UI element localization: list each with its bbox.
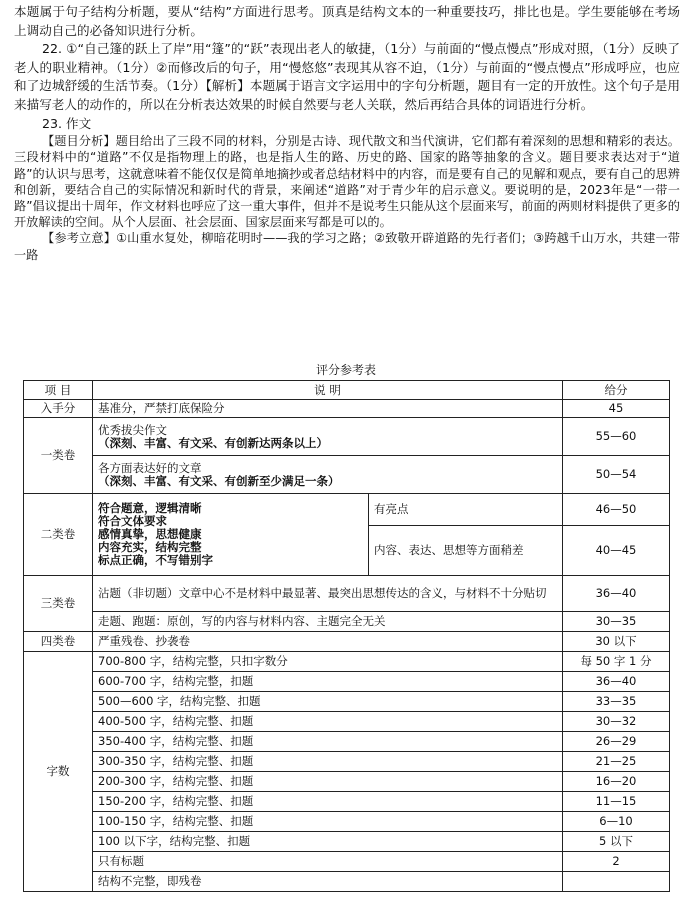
table-row [24, 494, 670, 526]
criteria-line: 感情真挚，思想健康 [98, 527, 202, 541]
row-description: 400-500 字，结构完整、扣题 [93, 712, 563, 732]
row-description: 100 以下字，结构完整、扣题 [93, 832, 563, 852]
table-row [24, 792, 670, 812]
row-score: 55—60 [563, 418, 670, 456]
row-score: 46—50 [563, 494, 670, 526]
heading-q23: 23. 作文 [42, 115, 92, 131]
row-score: 30—32 [563, 712, 670, 732]
paragraph-q21-tail: 本题属于句子结构分析题，要从“结构”方面进行思考。顶真是结构文本的一种重要技巧，排比也是。学生要能够在考场上调动自己的必备知识进行分析。 [14, 4, 680, 38]
row-description: 结构不完整，即残卷 [93, 872, 563, 892]
paragraph-q22-answer: 22. ①“自己篷的跃上了岸”用“篷”的“跃”表现出老人的敏捷，（1分）与前面的“慢点慢点”形成对照，（1分）反映了老人的职业精神。（1分）②而修改后的句子，用“慢悠悠”表现其从容不迫，（1分）与前面的“慢点慢点”形成呼应，也应和了边城舒缓的生活节奏。（1分）【解析】本题属于语言文字运用中的字句分析题，题目有一定的开放性。这个句子是用来描写老人的动作的，所以在分析表达效果的时候自然要与老人关联，然后再结合具体的词语进行分析。 [14, 41, 680, 112]
criteria-line: 符合文体要求 [98, 514, 167, 528]
criteria-line: 内容充实，结构完整 [98, 540, 202, 554]
row-criteria [93, 494, 369, 576]
row-description [93, 456, 563, 494]
row-score: 2 [563, 852, 670, 872]
row-score: 45 [563, 400, 670, 418]
row-description: 200-300 字，结构完整、扣题 [93, 772, 563, 792]
table-row [24, 852, 670, 872]
row-description: 300-350 字，结构完整、扣题 [93, 752, 563, 772]
row-description-line: （深刻、丰富、有文采、有创新至少满足一条） [98, 473, 340, 488]
row-item: 一类卷 [24, 418, 93, 494]
row-description: 沾题（非切题）文章中心不是材料中最显著、最突出思想传达的含义，与材料不十分贴切 [93, 576, 563, 612]
row-item: 入手分 [24, 400, 93, 418]
table-row [24, 772, 670, 792]
row-description: 600-700 字，结构完整，扣题 [93, 672, 563, 692]
header-description: 说 明 [93, 381, 563, 400]
table-row [24, 576, 670, 612]
row-score [563, 872, 670, 892]
row-description: 只有标题 [93, 852, 563, 872]
table-row [24, 632, 670, 652]
row-score: 36—40 [563, 576, 670, 612]
table-row [24, 692, 670, 712]
table-row [24, 872, 670, 892]
row-description: 走题、跑题：原创，写的内容与材料内容、主题完全无关 [93, 612, 563, 632]
criteria-line: 标点正确，不写错别字 [98, 553, 213, 567]
row-description: 基准分，严禁打底保险分 [93, 400, 563, 418]
row-description [93, 418, 563, 456]
row-score: 36—40 [563, 672, 670, 692]
row-score: 30—35 [563, 612, 670, 632]
table-row [24, 712, 670, 732]
row-subcriteria: 有亮点 [369, 494, 563, 526]
row-item: 字数 [24, 652, 93, 892]
row-description-line: 优秀拔尖作文 [98, 422, 167, 437]
table-row [24, 752, 670, 772]
scoring-table [23, 380, 670, 892]
table-row [24, 832, 670, 852]
table-row [24, 732, 670, 752]
row-description-line: （深刻、丰富、有文采、有创新达两条以上） [98, 435, 328, 450]
row-score: 每 50 字 1 分 [563, 652, 670, 672]
paragraph-q23-reference: 【参考立意】①山重水复处，柳暗花明时——我的学习之路；②致敬开辟道路的先行者们；③跨越千山万水，共建一带一路 [14, 231, 680, 262]
row-score: 5 以下 [563, 832, 670, 852]
table-row [24, 672, 670, 692]
row-score: 16—20 [563, 772, 670, 792]
row-score: 26—29 [563, 732, 670, 752]
table-row [24, 652, 670, 672]
row-description: 150-200 字，结构完整、扣题 [93, 792, 563, 812]
row-description: 严重残卷、抄袭卷 [93, 632, 563, 652]
row-score: 11—15 [563, 792, 670, 812]
paragraph-q23-analysis: 【题目分析】题目给出了三段不同的材料，分别是古诗、现代散文和当代演讲，它们都有着深刻的思想和精彩的表达。三段材料中的“道路”不仅是指物理上的路，也是指人生的路、历史的路、国家的路等抽象的含义。题目要求表达对于“道路”的认识与思考，这就意味着不能仅仅是简单地摘抄或者总结材料中的内容，而是要有自己的见解和观点，要有自己的思辨和创新，要结合自己的实际情况和新时代的背景，来阐述“道路”对于青少年的启示意义。要说明的是，2023年是“一带一路”倡议提出十周年，作文材料也呼应了这一重大事件，但并不是说考生只能从这个层面来写，前面的两则材料提供了更多的开放解读的空间。从个人层面、社会层面、国家层面来写都是可以的。 [14, 134, 680, 230]
row-description: 700-800 字，结构完整，只扣字数分 [93, 652, 563, 672]
row-score: 30 以下 [563, 632, 670, 652]
table-row [24, 400, 670, 418]
row-score: 40—45 [563, 526, 670, 576]
table-row [24, 612, 670, 632]
row-item: 四类卷 [24, 632, 93, 652]
row-score: 6—10 [563, 812, 670, 832]
criteria-line: 符合题意，逻辑清晰 [98, 501, 202, 515]
row-score: 33—35 [563, 692, 670, 712]
row-description: 100-150 字，结构完整、扣题 [93, 812, 563, 832]
row-score: 21—25 [563, 752, 670, 772]
row-description-line: 各方面表达好的文章 [98, 460, 202, 475]
row-subcriteria: 内容、表达、思想等方面稍差 [369, 526, 563, 576]
row-item: 二类卷 [24, 494, 93, 576]
header-score: 给分 [563, 381, 670, 400]
table-caption: 评分参考表 [315, 363, 376, 377]
table-header-row [24, 381, 670, 400]
table-row [24, 418, 670, 456]
header-item: 项 目 [24, 381, 93, 400]
row-description: 350-400 字，结构完整、扣题 [93, 732, 563, 752]
row-score: 50—54 [563, 456, 670, 494]
row-description: 500—600 字，结构完整、扣题 [93, 692, 563, 712]
table-row [24, 812, 670, 832]
row-item: 三类卷 [24, 576, 93, 632]
table-row [24, 456, 670, 494]
